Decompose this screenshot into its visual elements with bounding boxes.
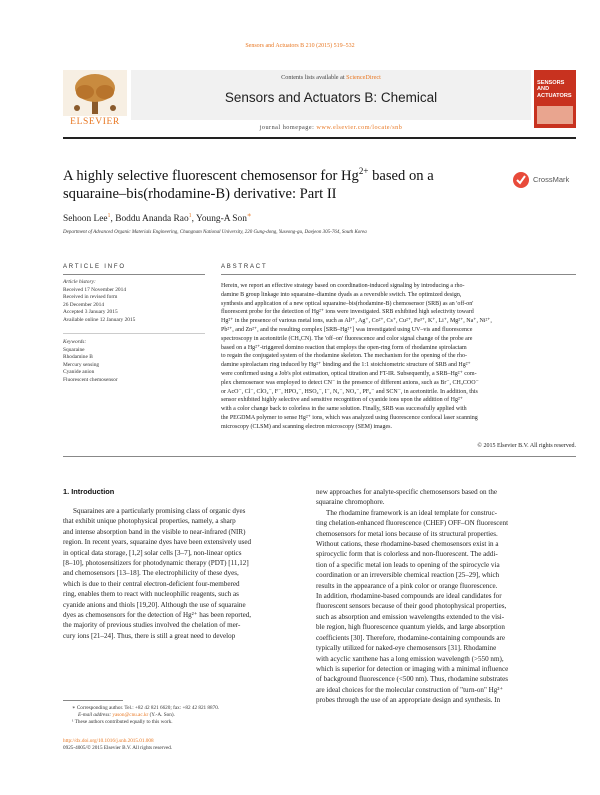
corresponding-author-note: ∗ Corresponding author. Tel.: +82 42 821 6620; fax: +82 42 821 8870.: [72, 705, 220, 711]
article-history: [63, 279, 205, 325]
abstract-line: Hg²⁺ in the presence of various metal ions, such as Al³⁺, Ag⁺, Co²⁺, Cs⁺, Cu²⁺, Fe³⁺, K⁺, Li⁺, Mg²⁺, Na⁺, Ni²⁺,: [221, 318, 492, 325]
abstract-line: Herein, we report an effective strategy based on coordination-induced signaling by introducing a rho-: [221, 283, 465, 289]
affiliation: Department of Advanced Organic Materials Engineering, Chungnam National University, 220 Gung-dong, Yuseong-gu, Daejeon 305-764, South Korea: [63, 230, 367, 235]
intro-line: tion of a specific metal ion leads to opening of the spirocycle via: [316, 560, 500, 569]
journal-reference[interactable]: Sensors and Actuators B 210 (2015) 519–532: [245, 43, 355, 49]
intro-line: coefficients [30]. Therefore, rhodamine-containing compounds are: [316, 633, 506, 642]
footnote-rule: [63, 700, 123, 701]
history-item: 26 December 2014: [63, 301, 105, 308]
intro-line: the majority of previous studies involved the chelation of mer-: [63, 621, 241, 630]
front-matter-rule: [63, 456, 576, 457]
abstract-line: fluorescent probe for the detection of Hg²⁺ ions were investigated. SRB exhibited high selectivity toward: [221, 309, 474, 316]
keyword: Cyanide anion: [63, 369, 95, 376]
keywords-label: Keywords:: [63, 339, 87, 345]
doi-block: [63, 738, 323, 752]
intro-line: of background fluorescence (<500 nm). Thus, rhodamine substrates: [316, 675, 508, 684]
keyword: Rhodamine B: [63, 354, 93, 361]
footnotes: [72, 705, 312, 727]
section-heading-introduction: 1. Introduction: [63, 487, 115, 496]
title-part-2: based on a: [368, 167, 434, 184]
history-item: Accepted 3 January 2015: [63, 309, 118, 316]
keywords: [63, 339, 205, 385]
intro-line: which is due to their central electron-deficient four-membered: [63, 579, 240, 588]
intro-left-column: [63, 506, 305, 641]
intro-line: coordination or an irreversible chemical reaction [25–29], which: [316, 571, 500, 580]
intro-line: and intense absorption band in the visible to near-infrared (NIR): [63, 527, 246, 536]
abstract-line: were confirmed using a Job's plot estimation, optical titration and FT-IR. Subsequently, a SRB–Hg²⁺ com-: [221, 370, 477, 377]
intro-line: The rhodamine framework is an ideal template for construc-: [326, 508, 497, 517]
article-info-rule: [63, 274, 205, 275]
sciencedirect-link[interactable]: ScienceDirect: [346, 74, 381, 81]
email-link[interactable]: yason@cnu.ac.kr: [112, 712, 149, 719]
abstract-line: spectroscopy in acetonitrile (CH₃CN). The 'off–on' fluorescence and color signal change of the probe are: [221, 335, 473, 342]
intro-line: spirocyclic form that is colorless and non-fluorescent. The addi-: [316, 550, 498, 559]
homepage-link[interactable]: www.elsevier.com/locate/snb: [316, 124, 403, 131]
intro-line: chemosensors for metal ions because of its structural properties.: [316, 529, 498, 538]
intro-line: In addition, rhodamine-based compounds are ideal candidates for: [316, 592, 502, 601]
history-keywords-rule: [63, 333, 205, 334]
contents-prefix: Contents lists available at: [281, 74, 347, 81]
title-line-2: squaraine–bis(rhodamine-B) derivative: Part II: [63, 185, 337, 202]
keyword: Mercury sensing: [63, 361, 100, 368]
intro-line: Squaraines are a particularly promising class of organic dyes: [73, 507, 246, 515]
intro-line: are ideal choices for the molecular construction of "turn-on" Hg²⁺: [316, 685, 504, 694]
masthead-divider: [63, 137, 576, 139]
title-part-1: A highly selective fluorescent chemosensor for Hg: [63, 167, 359, 184]
intro-line: probes through the use of an appropriate design and synthesis. In: [316, 696, 501, 705]
article-info-heading: ARTICLE INFO: [63, 264, 126, 270]
intro-line: which is superior for detection or imaging with a minimal influence: [316, 664, 509, 673]
homepage-line: [131, 124, 531, 131]
keyword: Fluorescent chemosensor: [63, 376, 118, 383]
intro-line: such as absorption and emission wavelengths extended to the visi-: [316, 612, 505, 621]
history-item: Available online 12 January 2015: [63, 316, 136, 323]
author-list: Sehoon Lee$^1$, Boddu Ananda Rao$^1$, Young-A Son∗: [63, 211, 252, 225]
crossmark-badge[interactable]: [512, 172, 576, 188]
doi-link[interactable]: http://dx.doi.org/10.1016/j.snb.2015.01.008: [63, 738, 154, 744]
history-label: Article history:: [63, 279, 96, 285]
intro-line: results in the appearance of a pink color or orange fluorescence.: [316, 581, 498, 590]
abstract-line: sensor exhibited highly selective and sensitive recognition of cyanide ions upon the addition of Hg²⁺: [221, 397, 463, 404]
abstract-rule: [221, 274, 576, 275]
author-3[interactable]: Young-A Son∗: [196, 211, 252, 225]
contents-line: [131, 74, 531, 81]
cover-title: SENSORS AND ACTUATORS: [537, 80, 572, 99]
abstract-line: to regain the conjugated system of the rhodamine skeleton. The mechanism for the opening of the rho-: [221, 353, 467, 360]
issn-line: 0925-4005/© 2015 Elsevier B.V. All rights reserved.: [63, 745, 173, 752]
email-note: E-mail address: yason@cnu.ac.kr (Y.-A. Son).: [78, 712, 175, 719]
crossmark-label: CrossMark: [533, 175, 570, 184]
abstract-line: synthesis and application of a new optical squaraine–bis(rhodamine-B) chemosensor (SRB) as an 'off-on': [221, 300, 474, 307]
intro-line: and chemosensors [13–18]. The electrophilicity of these dyes,: [63, 569, 239, 578]
article-title: [63, 162, 503, 203]
abstract-line: damine spirolactam ring induced by Hg²⁺ binding and the 1:1 stoichiometric structure of SRB and Hg²⁺: [221, 362, 471, 369]
abstract-line: plex chemosensor was employed to detect CN⁻ in the presence of different anions, such as Br⁻, CH₃COO⁻: [221, 379, 479, 386]
author-1[interactable]: Sehoon Lee$^1$: [63, 213, 111, 225]
intro-line: in optical data storage, [1,2] solar cells [3–7], non-linear optics: [63, 548, 242, 557]
intro-line: ble region, high fluorescence quantum yields, and large absorption: [316, 623, 505, 632]
abstract-line: based on a Hg²⁺-triggered domino reaction that employs the open-ring form of rhodamine spirolactam: [221, 344, 467, 351]
homepage-prefix: journal homepage:: [259, 124, 317, 131]
intro-line: [8–10], photosensitizers for photodynamic therapy (PDT) [11,12]: [63, 559, 249, 568]
intro-line: cury ions [21–24]. Thus, there is still a great need to develop: [63, 631, 236, 640]
intro-line: new approaches for analyte-specific chemosensors based on the: [316, 488, 498, 496]
author-2[interactable]: Boddu Ananda Rao$^1$: [115, 213, 192, 225]
cover-image: [537, 106, 573, 124]
keyword: Squaraine: [63, 346, 85, 353]
history-item: Received 17 November 2014: [63, 286, 127, 293]
crossmark-icon: [512, 171, 530, 189]
journal-cover-thumbnail: [534, 70, 576, 128]
abstract-line: damine B group linkage into squaraine–diamine dyads as a reversible switch. The optimized design,: [221, 291, 462, 298]
intro-line: region. In recent years, squaraine dyes have been extensively used: [63, 538, 252, 547]
intro-line: cyanide anions and thiols [19,20]. Although the use of squaraine: [63, 600, 246, 609]
abstract-body: [221, 282, 576, 432]
intro-line: typically utilized for naked-eye chemosensors [31]. Rhodamine: [316, 644, 497, 653]
history-item: Received in revised form: [63, 294, 118, 301]
title-superscript: 2+: [358, 166, 369, 176]
intro-line: dyes as chemosensors for the detection of Hg²⁺ has been reported,: [63, 611, 252, 620]
abstract-line: or AcO⁻, Cl⁻, ClO₄⁻, F⁻, HPO₄⁻, HSO₄⁻, I⁻, N₃⁻, NO₃⁻, PF₆⁻ and SCN⁻, in acetonitrile. In addition, this: [221, 388, 478, 395]
elsevier-logo: [63, 70, 127, 128]
intro-line: that exhibit unique photophysical properties, namely, a sharp: [63, 517, 236, 526]
intro-right-column: [316, 487, 576, 706]
equal-contribution-note: ¹ These authors contributed equally to this work.: [72, 719, 173, 726]
intro-line: Without cations, these rhodamine-based chemosensors exist in a: [316, 540, 499, 549]
intro-line: ring, enables them to react with nucleophilic reagents, such as: [63, 590, 239, 599]
intro-line: with acyclic xanthene has a long emission wavelength (>550 nm),: [316, 654, 504, 663]
abstract-line: microscopy (CLSM) and scanning electron microscopy (SEM) images.: [221, 423, 392, 430]
abstract-line: the PEGDMA polymer to sense Hg²⁺ ions, which was analyzed using fluorescence confocal laser scanning: [221, 414, 478, 421]
intro-line: squaraine chromophore.: [316, 498, 385, 507]
abstract-line: Pb²⁺, and Zn²⁺, and the resulting complex [SRB–Hg²⁺] was investigated using UV–vis and fluorescence: [221, 326, 473, 333]
journal-title: Sensors and Actuators B: Chemical: [224, 90, 438, 105]
intro-line: ting chelation-enhanced fluorescence (CHEF) OFF–ON fluorescent: [316, 519, 509, 528]
abstract-heading: ABSTRACT: [221, 264, 268, 270]
abstract-copyright: © 2015 Elsevier B.V. All rights reserved.: [477, 443, 576, 449]
intro-line: fluorescent sensors because of their good photophysical properties,: [316, 602, 507, 611]
publisher-wordmark: ELSEVIER: [70, 117, 120, 127]
abstract-line: with a color change back to colorless in the same solution. Finally, SRB was successfully applied with: [221, 406, 467, 413]
